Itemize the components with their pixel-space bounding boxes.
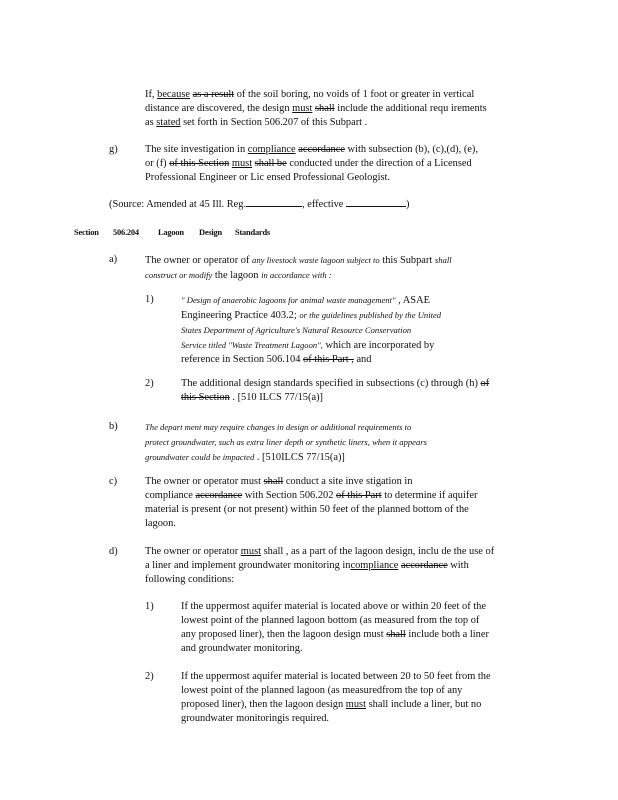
item-a2-text: The additional design standards specified in subsections (c) through (h) of this Section . [510 ILCS 77/15(a)] [181,378,490,403]
item-d2-label: 2) [145,671,154,682]
item-g-text: The site investigation in compliance accordance with subsection (b), (c),(d), (e), or (f) of this Section must shall be conducted under the direction of a Licensed Professional Engineer or Lic ensed Professional Geologist. [145,144,478,183]
item-d1-label: 1) [145,601,154,612]
section-title-word-3: Standards [235,228,270,237]
section-title-word-2: Design [199,228,222,237]
item-d2-text: If the uppermost aquifer material is located between 20 to 50 feet from the lowest point of the planned lagoon (as measuredfrom the top of any proposed liner), then the lagoon design must shall include a liner, but no groundwater monitoringis required. [181,671,491,724]
reg-blank [246,197,302,207]
item-g-label: g) [109,144,118,155]
section-label: Section [74,228,99,237]
item-c-text: The owner or operator must shall conduct a site inve stigation in compliance accordance with Section 506.202 of this Part to determine if aquifer material is present (or not present) within 50 feet of the planned bottom of the lagoon. [145,476,478,529]
item-a-text: The owner or operator of any livestock waste lagoon subject to this Subpart shall construct or modify the lagoon in accordance with : [145,255,452,281]
intro-paragraph: If, because as a result of the soil boring, no voids of 1 foot or greater in vertical distance are discovered, the design must shall include the additional requ irements as stated set forth in Section 506.207 of this Subpart . [145,89,487,128]
section-number: 506.204 [113,228,139,237]
item-c-label: c) [109,476,118,487]
item-a2-label: 2) [145,378,154,389]
source-line: (Source: Amended at 45 Ill. Reg. , effective ) [109,199,410,210]
item-d-label: d) [109,546,118,557]
item-b-text: The depart ment may require changes in design or additional requirements to protect groundwater, such as extra liner depth or synthetic liners, when it appears groundwater could be impacted . [510ILCS 77/15(a)] [145,422,427,463]
item-d-text: The owner or operator must shall , as a part of the lagoon design, inclu de the use of a liner and implement groundwater monitoring incompliance accordance with following conditions: [145,546,495,585]
item-a1-text: " Design of anaerobic lagoons for animal waste management" , ASAE Engineering Practice 403.2; or the guidelines published by the United States Department of Agriculture's Natural Resource Conservation Service titled "Waste Treatment Lagoon", which are incorporated by reference in Section 506.104 of this Part , and [181,295,442,365]
effective-blank [346,197,406,207]
item-a1-label: 1) [145,294,154,305]
item-a-label: a) [109,254,118,265]
section-title-word-1: Lagoon [158,228,184,237]
item-b-label: b) [109,421,118,432]
item-d1-text: If the uppermost aquifer material is located above or within 20 feet of the lowest point of the planned lagoon bottom (as measured from the top of any proposed liner), then the lagoon design must shall include both a liner and groundwater monitoring. [181,601,489,654]
